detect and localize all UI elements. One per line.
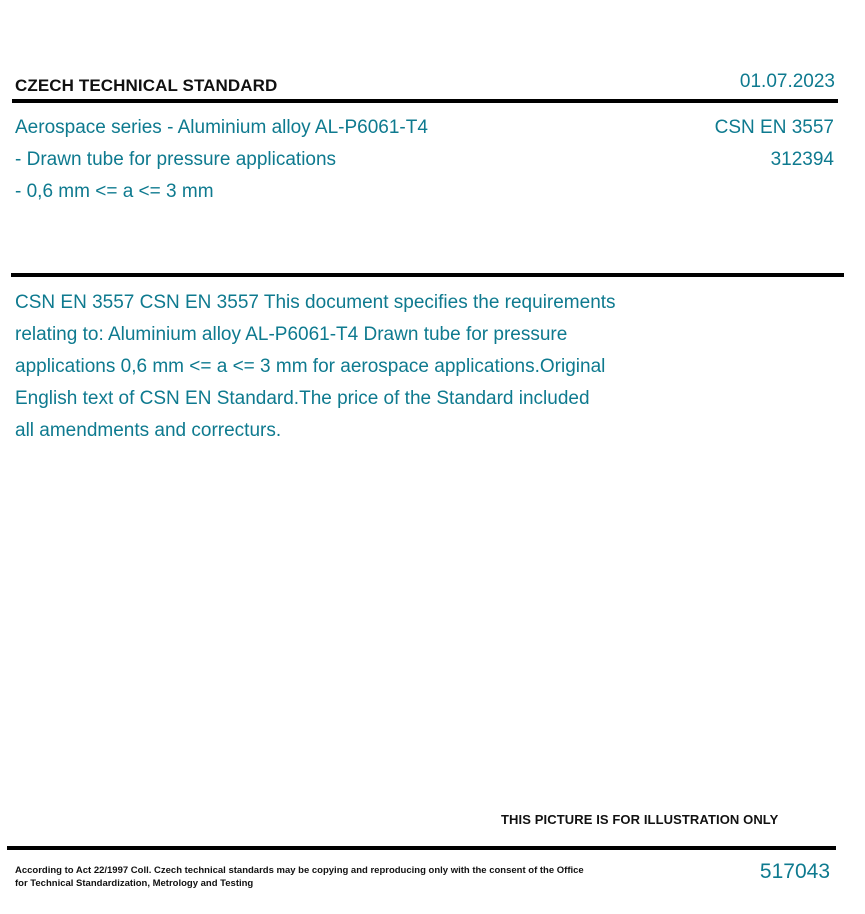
illustration-note: THIS PICTURE IS FOR ILLUSTRATION ONLY	[501, 812, 779, 827]
copyright-notice	[15, 864, 595, 890]
footer-divider	[7, 846, 836, 850]
title-line-3: - 0,6 mm <= a <= 3 mm	[15, 181, 214, 202]
header-divider	[12, 99, 838, 103]
copyright-notice-line-2: for Technical Standardization, Metrology and Testing	[15, 878, 254, 889]
description-line-3: applications 0,6 mm <= a <= 3 mm for aerospace applications.Original	[15, 356, 606, 377]
description-line-1: CSN EN 3557 CSN EN 3557 This document specifies the requirements	[15, 292, 616, 313]
document-code: 517043	[759, 860, 830, 883]
standard-type-label: CZECH TECHNICAL STANDARD	[15, 76, 278, 95]
description-line-2: relating to: Aluminium alloy AL-P6061-T4 Drawn tube for pressure	[15, 324, 568, 345]
description-line-5: all amendments and correcturs.	[15, 420, 282, 441]
title-line-1: Aerospace series - Aluminium alloy AL-P6061-T4	[15, 117, 428, 138]
standard-code: CSN EN 3557	[714, 117, 834, 138]
catalog-number: 312394	[770, 149, 834, 170]
title-divider	[11, 273, 844, 277]
copyright-notice-line-1: According to Act 22/1997 Coll. Czech technical standards may be copying and reproducing only with the consent of the Office	[15, 865, 584, 876]
title-line-2: - Drawn tube for pressure applications	[15, 149, 337, 170]
publication-date: 01.07.2023	[739, 71, 835, 92]
description-text	[15, 287, 735, 447]
description-line-4: English text of CSN EN Standard.The price of the Standard included	[15, 388, 590, 409]
